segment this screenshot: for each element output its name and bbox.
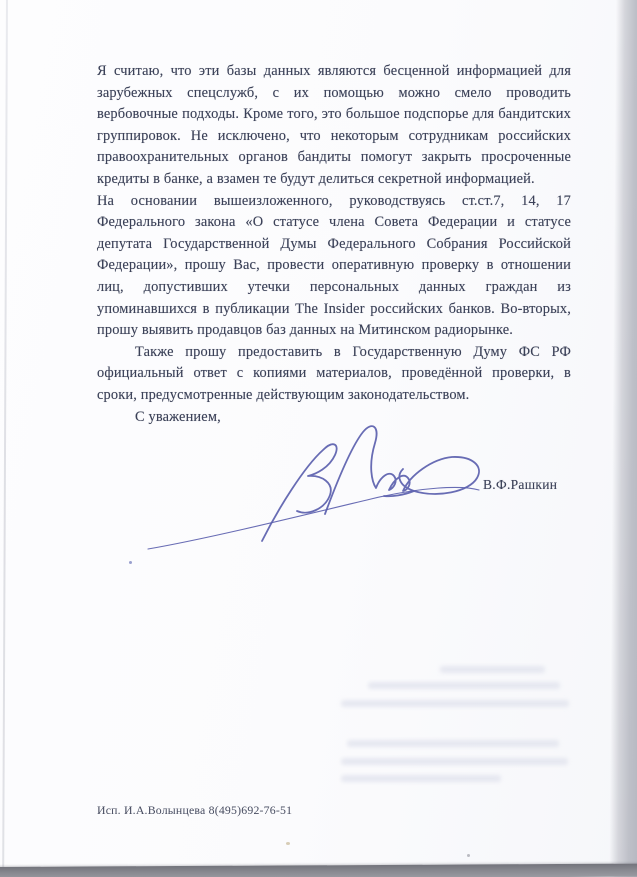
bleed-through-line [347,740,559,747]
bleed-through-line [440,666,545,673]
signature-ink [146,417,486,567]
executor-contact-line: Исп. И.А.Волынцева 8(495)692-76-51 [97,803,293,817]
bleed-through-line [368,682,560,689]
paragraph-official-reply: Также прошу предоставить в Государственную Думу ФС РФ официальный ответ с копиями материалов, проведённой проверки, в сроки, предусмотренные действующим законодательством. [97,343,571,403]
dust-speck [467,854,470,857]
scan-edge-right [609,0,637,877]
letter-body [97,61,571,428]
bleed-through-line [341,775,501,782]
signatory-name: В.Ф.Рашкин [483,477,558,492]
scan-edge-bottom [0,864,637,877]
dust-speck [286,842,290,845]
paragraph-databases-value: Я считаю, что эти базы данных являются бесценной информацией для зарубежных спецслужб, с их помощью можно смело проводить вербовочные подходы. Кроме того, это большое подспорье для бандитских группировок. Не исключено, что некоторым сотрудникам российских правоохранительных органов бандиты помогут закрыть просроченные кредиты в банке, а взамен те будут делиться секретной информацией. [97,63,571,187]
signature-flourish-stroke [325,426,479,514]
ink-speck [129,561,132,564]
bleed-through-line [341,700,569,707]
signature-underline-stroke [148,487,479,549]
paragraph-legal-request: На основании вышеизложенного, руководствуясь ст.ст.7, 14, 17 Федерального закона «О статусе члена Совета Федерации и статусе депутата Государственной Думы Федерального Собрания Российской Федерации», прошу Вас, провести оперативную проверку в отношении лиц, допустивших утечки персональных данных граждан из упоминавшихся в публикации The Insider российских банков. Во-вторых, прошу выявить продавцов баз данных на Митинском радиорынке. [97,192,571,339]
scan-edge-left [2,0,8,877]
signature-initial-stroke [262,444,337,541]
bleed-through-line [341,758,568,765]
closing-salutation: С уважением, [135,408,221,425]
